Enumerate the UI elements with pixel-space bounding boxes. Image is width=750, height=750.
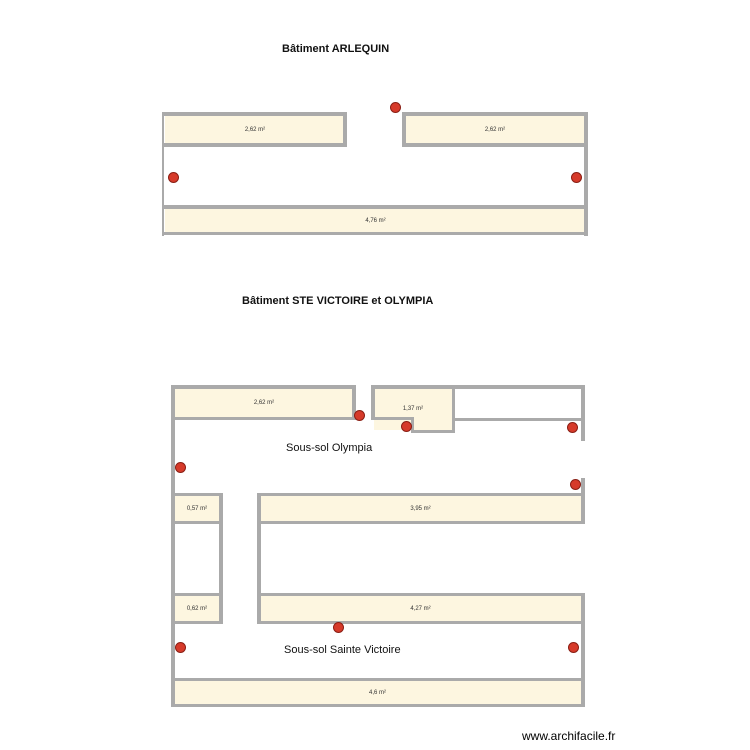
room-arlequin-bottom[interactable] bbox=[165, 208, 586, 233]
wall bbox=[402, 112, 406, 147]
area-label: 2,62 m² bbox=[484, 127, 506, 133]
wall bbox=[171, 621, 223, 624]
wall bbox=[257, 493, 585, 496]
marker-icon[interactable] bbox=[175, 462, 186, 473]
room-arlequin-left[interactable] bbox=[165, 115, 345, 145]
area-label: 4,6 m² bbox=[368, 689, 386, 696]
wall bbox=[162, 143, 347, 147]
room-arlequin-right[interactable] bbox=[405, 115, 585, 145]
wall bbox=[581, 593, 585, 707]
marker-icon[interactable] bbox=[333, 622, 344, 633]
wall bbox=[171, 493, 223, 496]
wall bbox=[162, 232, 588, 235]
building-title-victoire-olympia: Bâtiment STE VICTOIRE et OLYMPIA bbox=[242, 295, 434, 307]
wall bbox=[371, 417, 413, 420]
wall bbox=[171, 417, 356, 420]
wall bbox=[171, 385, 175, 707]
wall bbox=[371, 385, 585, 389]
area-label: 2,62 m² bbox=[253, 400, 275, 406]
label-sous-sol-sainte-victoire: Sous-sol Sainte Victoire bbox=[284, 644, 401, 656]
wall bbox=[162, 112, 347, 116]
area-label: 1,37 m² bbox=[402, 406, 424, 412]
room-olympia-top-left[interactable] bbox=[174, 388, 354, 418]
marker-icon[interactable] bbox=[401, 421, 412, 432]
marker-icon[interactable] bbox=[570, 479, 581, 490]
area-label: 4,27 m² bbox=[410, 605, 431, 612]
building-title-arlequin: Bâtiment ARLEQUIN bbox=[282, 43, 390, 55]
area-label: 3,95 m² bbox=[410, 505, 431, 512]
room-small-2[interactable] bbox=[174, 596, 220, 621]
marker-icon[interactable] bbox=[567, 422, 578, 433]
room-small-1[interactable] bbox=[174, 496, 220, 521]
area-label: 4,76 m² bbox=[365, 217, 386, 224]
room-victoire-top[interactable] bbox=[260, 596, 581, 621]
wall bbox=[371, 385, 375, 420]
wall bbox=[581, 478, 585, 522]
wall bbox=[171, 704, 585, 707]
wall bbox=[257, 521, 585, 524]
room-mid-large[interactable] bbox=[260, 496, 581, 521]
wall bbox=[257, 493, 261, 624]
marker-icon[interactable] bbox=[571, 172, 582, 183]
wall bbox=[171, 521, 223, 524]
area-label: 2,62 m² bbox=[244, 127, 266, 133]
wall bbox=[219, 493, 223, 624]
wall bbox=[171, 593, 223, 596]
wall bbox=[162, 205, 588, 209]
wall bbox=[343, 112, 347, 147]
watermark: www.archifacile.fr bbox=[522, 729, 616, 743]
wall bbox=[584, 112, 588, 236]
marker-icon[interactable] bbox=[175, 642, 186, 653]
wall bbox=[581, 385, 585, 441]
wall bbox=[257, 593, 585, 596]
wall bbox=[452, 418, 585, 421]
area-label: 0,62 m² bbox=[186, 605, 208, 612]
marker-icon[interactable] bbox=[390, 102, 401, 113]
wall bbox=[171, 385, 356, 389]
marker-icon[interactable] bbox=[354, 410, 365, 421]
wall bbox=[162, 112, 164, 236]
wall bbox=[257, 621, 585, 624]
wall bbox=[411, 430, 455, 433]
wall bbox=[402, 143, 588, 147]
marker-icon[interactable] bbox=[568, 642, 579, 653]
label-sous-sol-olympia: Sous-sol Olympia bbox=[286, 442, 373, 454]
wall bbox=[452, 385, 455, 433]
wall bbox=[402, 112, 588, 116]
area-label: 0,57 m² bbox=[186, 505, 208, 512]
room-victoire-bottom[interactable] bbox=[174, 681, 581, 704]
wall bbox=[171, 678, 585, 681]
marker-icon[interactable] bbox=[168, 172, 179, 183]
